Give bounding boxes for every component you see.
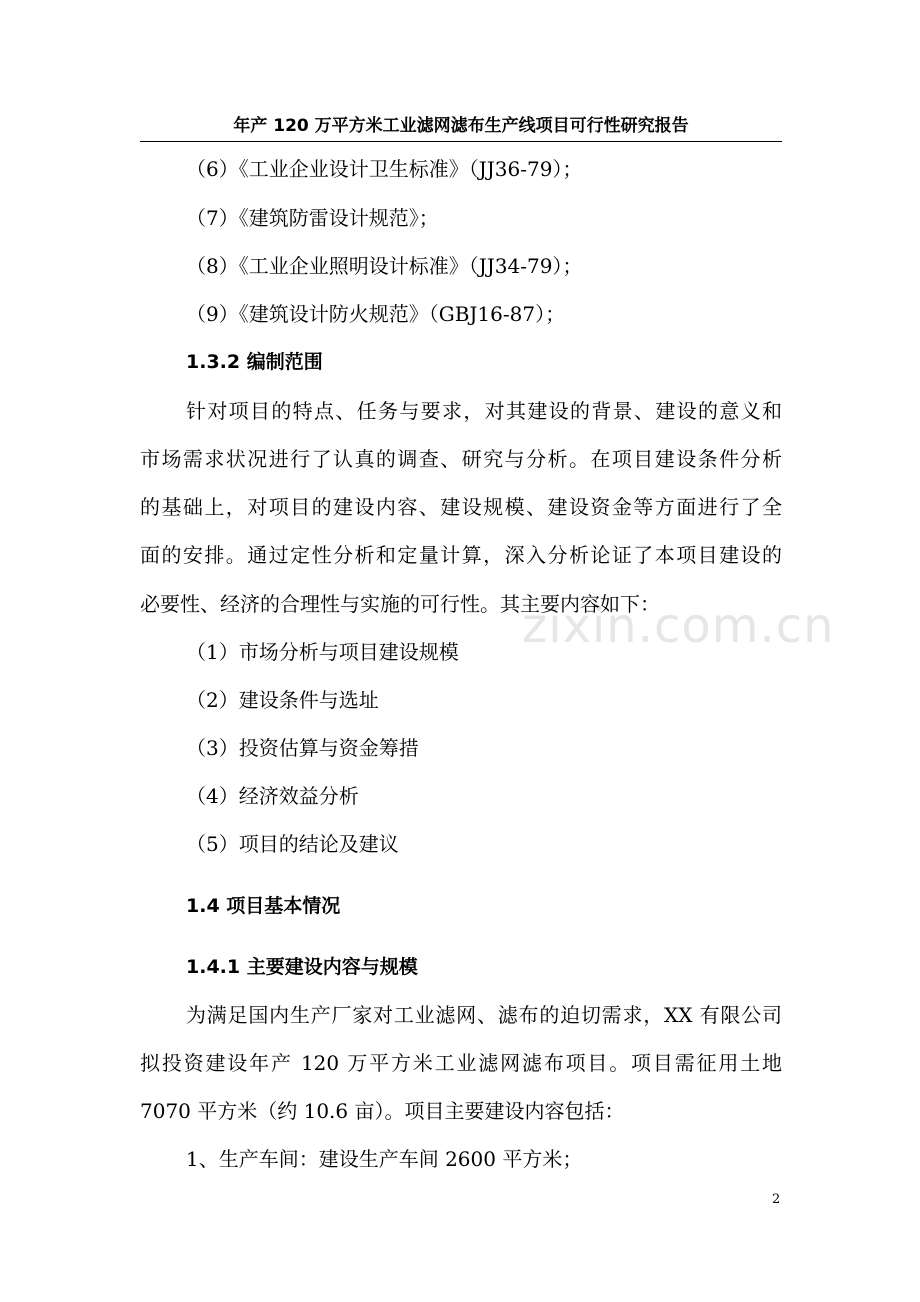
page-number: 2	[772, 1192, 781, 1207]
content-item: （3）投资估算与资金筹措	[186, 736, 419, 760]
paragraph-line: 拟投资建设年产 120 万平方米工业滤网滤布项目。项目需征用土地	[140, 1051, 782, 1075]
running-header: 年产 120 万平方米工业滤网滤布生产线项目可行性研究报告	[233, 116, 689, 136]
paragraph-line: 的基础上，对项目的建设内容、建设规模、建设资金等方面进行了全	[140, 495, 782, 519]
standard-item: （7）《建筑防雷设计规范》；	[186, 206, 439, 230]
content-item: （5）项目的结论及建议	[186, 832, 399, 856]
paragraph-line: 7070 平方米（约 10.6 亩）。项目主要建设内容包括：	[140, 1099, 625, 1123]
content-item: （2）建设条件与选址	[186, 688, 379, 712]
content-item: （1）市场分析与项目建设规模	[186, 640, 459, 664]
header-divider	[140, 141, 782, 142]
paragraph-line: 市场需求状况进行了认真的调查、研究与分析。在项目建设条件分析	[140, 447, 782, 471]
paragraph-line: 必要性、经济的合理性与实施的可行性。其主要内容如下：	[140, 592, 660, 616]
standard-item: （9）《建筑设计防火规范》（GBJ16-87）；	[186, 302, 566, 326]
paragraph-line: 针对项目的特点、任务与要求，对其建设的背景、建设的意义和	[186, 399, 782, 423]
paragraph-line: 为满足国内生产厂家对工业滤网、滤布的迫切需求，XX 有限公司	[186, 1003, 782, 1027]
section-heading-1-4-1: 1.4.1 主要建设内容与规模	[186, 956, 418, 978]
paragraph-line: 面的安排。通过定性分析和定量计算，深入分析论证了本项目建设的	[140, 543, 782, 567]
standard-item: （8）《工业企业照明设计标准》（JJ34-79）；	[186, 254, 583, 278]
section-heading-1-3-2: 1.3.2 编制范围	[186, 351, 323, 373]
standard-item: （6）《工业企业设计卫生标准》（JJ36-79）；	[186, 157, 583, 181]
section-heading-1-4: 1.4 项目基本情况	[186, 895, 341, 917]
content-item: （4）经济效益分析	[186, 784, 359, 808]
construction-item: 1、生产车间：建设生产车间 2600 平方米；	[186, 1147, 583, 1171]
watermark: zixin.com.cn	[522, 598, 835, 654]
